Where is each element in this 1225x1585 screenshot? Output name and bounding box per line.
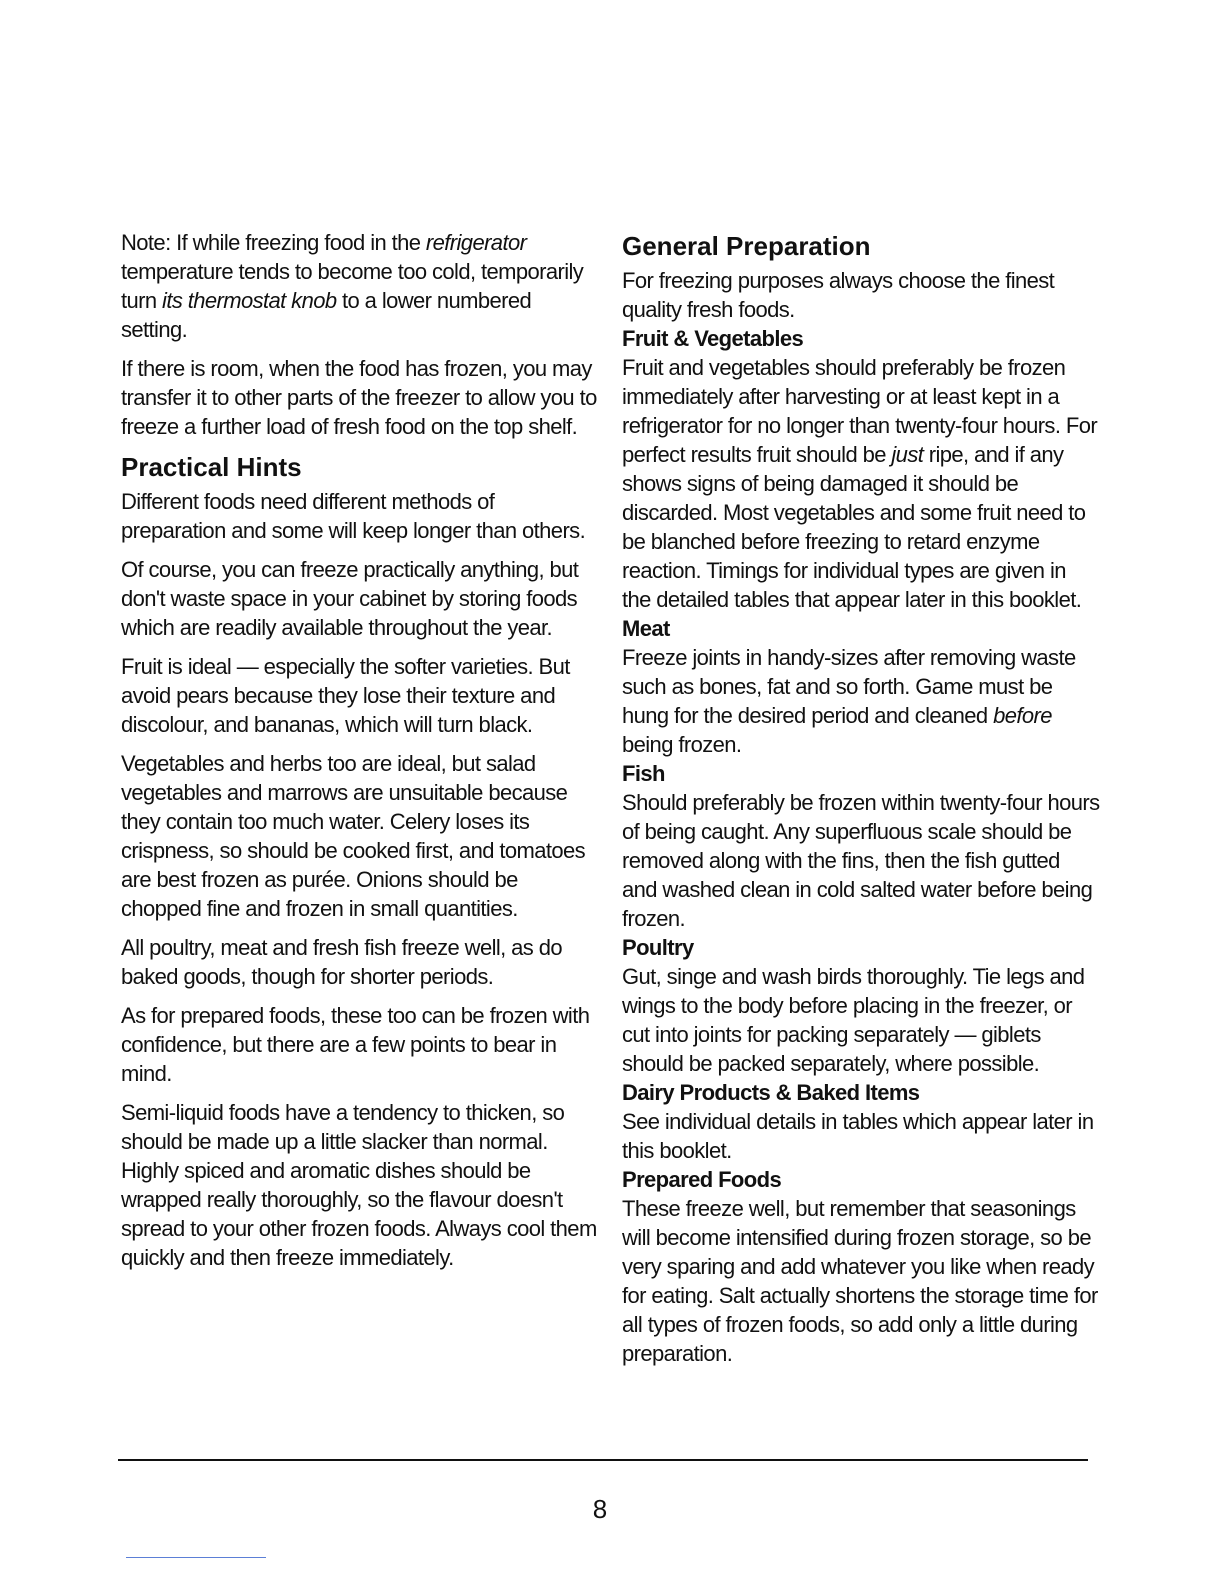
hints-paragraph: As for prepared foods, these too can be frozen with confidence, but there are a few points to bear in mind.: [121, 1003, 590, 1086]
hints-paragraph: Fruit is ideal — especially the softer varieties. But avoid pears because they lose their texture and discolour, and bananas, which will turn black.: [121, 654, 570, 737]
general-preparation-heading: General Preparation: [622, 231, 871, 261]
practical-hints-heading: Practical Hints: [121, 452, 302, 482]
hints-paragraph: Vegetables and herbs too are ideal, but salad vegetables and marrows are unsuitable because they contain too much water. Celery loses its crispness, so should be cooked first, and tomatoes are best frozen as purée. Onions should be chopped fine and frozen in small quantities.: [121, 751, 586, 921]
fruit-vegetables-text: Fruit and vegetables should preferably be frozen immediately after harvesting or at least kept in a refrigerator for no longer than twenty-four hours. For perfect results fruit should be just ripe, and if any shows signs of being damaged it should be discarded. Most vegetables and some fruit need to be blanched before freezing to retard enzyme reaction. Timings for individual types are given in the detailed tables that appear later in this booklet.: [622, 355, 1098, 612]
footer-rule: [118, 1459, 1088, 1461]
poultry-text: Gut, singe and wash birds thoroughly. Tie legs and wings to the body before placing in the freezer, or cut into joints for packing separately — giblets should be packed separately, where possible.: [622, 964, 1085, 1076]
left-column: [121, 228, 599, 1282]
general-intro: For freezing purposes always choose the finest quality fresh foods.: [622, 268, 1055, 322]
right-column: [622, 228, 1100, 1368]
bottom-divider: [126, 1557, 266, 1558]
dairy-text: See individual details in tables which appear later in this booklet.: [622, 1109, 1094, 1163]
freezing-note: Note: If while freezing food in the refrigerator temperature tends to become too cold, temporarily turn its thermostat knob to a lower numbered setting.: [121, 230, 584, 342]
prepared-foods-text: These freeze well, but remember that seasonings will become intensified during frozen storage, so be very sparing and add whatever you like when ready for eating. Salt actually shortens the storage time for all types of frozen foods, so add only a little during preparation.: [622, 1196, 1098, 1366]
poultry-heading: Poultry: [622, 935, 694, 960]
hints-paragraph: Semi-liquid foods have a tendency to thicken, so should be made up a little slacker than normal. Highly spiced and aromatic dishes should be wrapped really thoroughly, so the flavour doesn't spread to your other frozen foods. Always cool them quickly and then freeze immediately.: [121, 1100, 597, 1270]
dairy-heading: Dairy Products & Baked Items: [622, 1080, 920, 1105]
fruit-vegetables-heading: Fruit & Vegetables: [622, 326, 804, 351]
page-number: 8: [592, 1494, 608, 1524]
hints-paragraph: Different foods need different methods of preparation and some will keep longer than others.: [121, 489, 586, 543]
fish-text: Should preferably be frozen within twenty-four hours of being caught. Any superfluous scale should be removed along with the fins, then the fish gutted and washed clean in cold salted water before being frozen.: [622, 790, 1100, 931]
hints-paragraph: Of course, you can freeze practically anything, but don't waste space in your cabinet by storing foods which are readily available throughout the year.: [121, 557, 579, 640]
prepared-foods-heading: Prepared Foods: [622, 1167, 782, 1192]
meat-heading: Meat: [622, 616, 670, 641]
hints-paragraph: All poultry, meat and fresh fish freeze well, as do baked goods, though for shorter periods.: [121, 935, 562, 989]
fish-heading: Fish: [622, 761, 665, 786]
meat-text: Freeze joints in handy-sizes after removing waste such as bones, fat and so forth. Game must be hung for the desired period and cleaned before being frozen.: [622, 645, 1076, 757]
transfer-paragraph: If there is room, when the food has frozen, you may transfer it to other parts of the freezer to allow you to freeze a further load of fresh food on the top shelf.: [121, 356, 597, 439]
